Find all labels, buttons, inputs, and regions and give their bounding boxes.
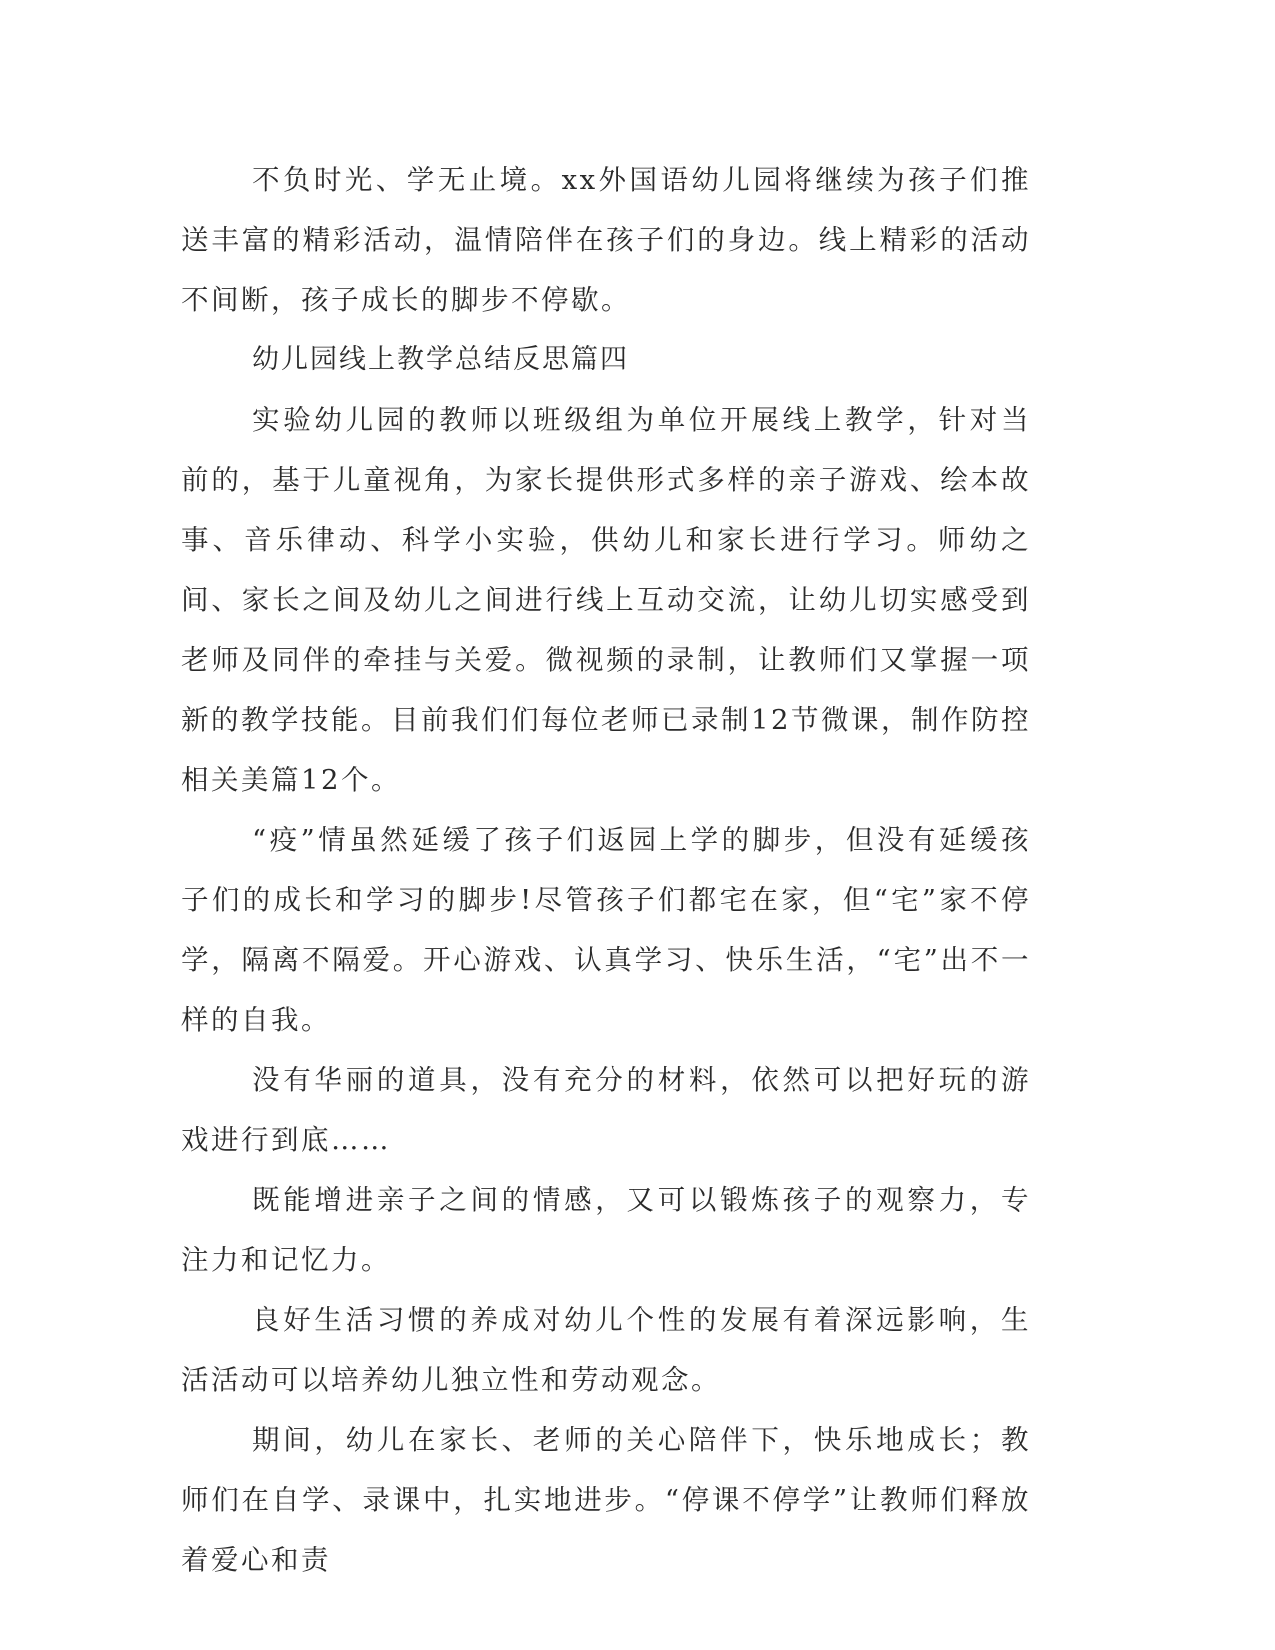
paragraph-habits: 良好生活习惯的养成对幼儿个性的发展有着深远影响，生活活动可以培养幼儿独立性和劳动观念。 — [181, 1304, 1031, 1396]
document-body — [181, 150, 1031, 1590]
paragraph-growth: 期间，幼儿在家长、老师的关心陪伴下，快乐地成长；教师们在自学、录课中，扎实地进步。“停课不停学”让教师们释放着爱心和责 — [181, 1424, 1031, 1576]
paragraph-closing: 不负时光、学无止境。xx外国语幼儿园将继续为孩子们推送丰富的精彩活动，温情陪伴在孩子们的身边。线上精彩的活动不间断，孩子成长的脚步不停歇。 — [181, 164, 1031, 316]
paragraph-epidemic: “疫”情虽然延缓了孩子们返园上学的脚步，但没有延缓孩子们的成长和学习的脚步!尽管孩子们都宅在家，但“宅”家不停学，隔离不隔爱。开心游戏、认真学习、快乐生活，“宅”出不一样的自我。 — [181, 824, 1031, 1036]
paragraph-parent-child: 既能增进亲子之间的情感，又可以锻炼孩子的观察力，专注力和记忆力。 — [181, 1184, 1031, 1276]
paragraph-games: 没有华丽的道具，没有充分的材料，依然可以把好玩的游戏进行到底…… — [181, 1064, 1031, 1156]
section-heading: 幼儿园线上教学总结反思篇四 — [252, 344, 629, 375]
paragraph-online-teaching: 实验幼儿园的教师以班级组为单位开展线上教学，针对当前的，基于儿童视角，为家长提供形式多样的亲子游戏、绘本故事、音乐律动、科学小实验，供幼儿和家长进行学习。师幼之间、家长之间及幼儿之间进行线上互动交流，让幼儿切实感受到老师及同伴的牵挂与关爱。微视频的录制，让教师们又掌握一项新的教学技能。目前我们们每位老师已录制12节微课，制作防控相关美篇12个。 — [181, 404, 1031, 796]
